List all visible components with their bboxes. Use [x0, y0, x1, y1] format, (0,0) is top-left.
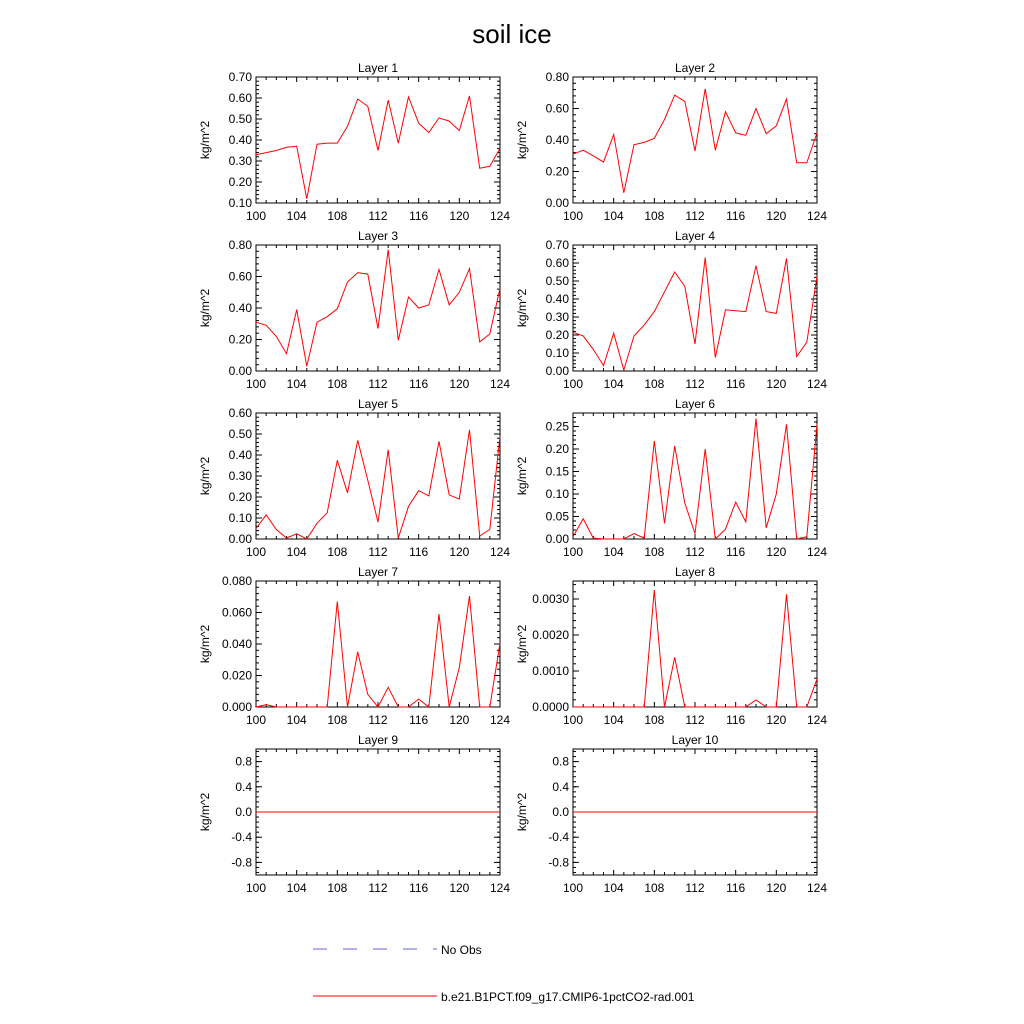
y-tick-label: 0.50 — [228, 112, 252, 126]
panel-title: Layer 7 — [357, 565, 399, 579]
panel-title: Layer 9 — [357, 733, 399, 747]
x-tick-label: 116 — [409, 881, 429, 895]
plot-frame — [573, 581, 817, 707]
panel-layer-5 — [198, 397, 510, 559]
y-tick-label: 0.000 — [221, 700, 252, 714]
y-tick-label: 0.30 — [228, 469, 252, 483]
plot-frame — [573, 77, 817, 203]
series-line — [256, 250, 500, 367]
x-tick-label: 100 — [245, 713, 267, 727]
x-tick-label: 124 — [806, 377, 828, 391]
y-tick-label: 0.15 — [545, 464, 569, 479]
y-tick-label: 0.30 — [545, 310, 569, 324]
x-tick-label: 112 — [685, 377, 705, 391]
x-tick-label: 124 — [806, 881, 828, 895]
y-axis-label: kg/m^2 — [515, 120, 529, 160]
x-tick-label: 116 — [409, 713, 429, 727]
y-tick-label: 0.00 — [545, 532, 569, 546]
x-tick-label: 120 — [449, 713, 470, 727]
x-tick-label: 104 — [603, 377, 624, 391]
panel-grid — [198, 61, 827, 895]
y-tick-label: 0.20 — [545, 442, 569, 456]
y-tick-label: 0.20 — [228, 490, 252, 504]
x-tick-label: 108 — [327, 377, 348, 391]
panel-title: Layer 4 — [674, 229, 716, 243]
panel-layer-4 — [515, 229, 827, 391]
y-tick-label: 0.20 — [545, 164, 569, 179]
x-tick-label: 104 — [603, 881, 624, 895]
y-tick-label: 0.60 — [228, 91, 252, 105]
panel-title: Layer 10 — [671, 733, 719, 747]
panel-title: Layer 8 — [674, 565, 716, 579]
plot-frame — [256, 245, 500, 371]
y-axis-label: kg/m^2 — [515, 456, 529, 496]
x-tick-label: 124 — [806, 545, 828, 559]
x-tick-label: 120 — [449, 209, 470, 223]
x-tick-label: 108 — [327, 209, 348, 223]
x-tick-label: 100 — [245, 881, 267, 895]
x-tick-label: 104 — [286, 377, 307, 391]
x-tick-label: 116 — [726, 377, 746, 391]
y-tick-label: 0.80 — [228, 238, 252, 252]
legend-model-label: b.e21.B1PCT.f09_g17.CMIP6-1pctCO2-rad.001 — [441, 990, 695, 1004]
legend-obs-label: No Obs — [441, 943, 482, 957]
y-tick-label: -0.8 — [548, 855, 569, 870]
y-tick-label: 0.0030 — [532, 592, 569, 606]
x-tick-label: 108 — [644, 209, 665, 223]
y-axis-label: kg/m^2 — [198, 456, 212, 496]
y-tick-label: 0.20 — [228, 332, 252, 347]
y-tick-label: 0.4 — [552, 779, 569, 794]
x-tick-label: 112 — [368, 713, 388, 727]
panel-layer-1 — [198, 61, 510, 223]
x-tick-label: 104 — [286, 209, 307, 223]
x-tick-label: 120 — [449, 545, 470, 559]
x-tick-label: 124 — [489, 209, 511, 223]
x-tick-label: 124 — [489, 545, 511, 559]
x-tick-label: 112 — [368, 377, 388, 391]
x-tick-label: 108 — [327, 545, 348, 559]
figure-title: soil ice — [472, 19, 552, 49]
series-line — [573, 418, 817, 539]
legend — [313, 943, 695, 1004]
x-tick-label: 120 — [766, 545, 787, 559]
y-tick-label: 0.020 — [221, 668, 252, 683]
x-tick-label: 108 — [327, 713, 348, 727]
plot-frame — [256, 77, 500, 203]
x-tick-label: 120 — [766, 209, 787, 223]
x-tick-label: 120 — [766, 881, 787, 895]
x-tick-label: 112 — [368, 881, 388, 895]
x-tick-label: 104 — [286, 881, 307, 895]
x-tick-label: 112 — [368, 209, 388, 223]
x-tick-label: 100 — [245, 545, 267, 559]
x-tick-label: 112 — [685, 881, 705, 895]
y-tick-label: 0.50 — [228, 427, 252, 441]
y-tick-label: 0.0020 — [532, 628, 569, 642]
y-tick-label: 0.00 — [545, 196, 569, 210]
panel-layer-6 — [515, 397, 827, 559]
x-tick-label: 100 — [245, 209, 267, 223]
x-tick-label: 100 — [562, 545, 584, 559]
y-tick-label: 0.25 — [545, 419, 569, 434]
y-tick-label: -0.8 — [231, 855, 252, 870]
x-tick-label: 108 — [644, 377, 665, 391]
panel-title: Layer 5 — [357, 397, 399, 411]
x-tick-label: 124 — [489, 881, 511, 895]
series-line — [573, 89, 817, 193]
x-tick-label: 120 — [449, 377, 470, 391]
y-tick-label: 0.20 — [228, 175, 252, 189]
y-tick-label: 0.00 — [228, 532, 252, 546]
y-tick-label: 0.0010 — [532, 664, 569, 678]
y-tick-label: 0.4 — [235, 779, 252, 794]
x-tick-label: 104 — [603, 209, 624, 223]
plot-frame — [573, 245, 817, 371]
y-tick-label: 0.20 — [545, 328, 569, 342]
y-axis-label: kg/m^2 — [198, 120, 212, 160]
y-tick-label: 0.10 — [228, 511, 252, 525]
y-tick-label: 0.60 — [228, 269, 252, 284]
x-tick-label: 124 — [806, 713, 828, 727]
y-tick-label: 0.60 — [545, 256, 569, 270]
x-tick-label: 104 — [286, 713, 307, 727]
y-tick-label: -0.4 — [548, 830, 569, 845]
x-tick-label: 104 — [286, 545, 307, 559]
panel-layer-7 — [198, 565, 510, 727]
x-tick-label: 116 — [726, 713, 746, 727]
y-axis-label: kg/m^2 — [198, 792, 212, 832]
series-line — [256, 430, 500, 539]
y-tick-label: 0.0 — [552, 805, 569, 819]
panel-layer-10 — [515, 733, 827, 895]
y-tick-label: 0.8 — [552, 754, 569, 769]
x-tick-label: 100 — [562, 377, 584, 391]
panel-layer-9 — [198, 733, 510, 895]
x-tick-label: 112 — [685, 209, 705, 223]
x-tick-label: 120 — [766, 713, 787, 727]
series-line — [573, 590, 817, 707]
panel-layer-8 — [515, 565, 827, 727]
x-tick-label: 104 — [603, 713, 624, 727]
x-tick-label: 112 — [368, 545, 388, 559]
x-tick-label: 116 — [409, 545, 429, 559]
y-tick-label: 0.80 — [545, 70, 569, 84]
panel-title: Layer 2 — [674, 61, 716, 75]
series-line — [256, 596, 500, 707]
y-tick-label: 0.00 — [228, 364, 252, 378]
panel-layer-3 — [198, 229, 510, 391]
x-tick-label: 124 — [806, 209, 828, 223]
x-tick-label: 116 — [409, 377, 429, 391]
y-tick-label: 0.40 — [228, 301, 252, 315]
y-axis-label: kg/m^2 — [198, 288, 212, 328]
y-tick-label: 0.40 — [545, 292, 569, 306]
y-tick-label: 0.10 — [545, 346, 569, 360]
y-tick-label: 0.00 — [545, 364, 569, 378]
x-tick-label: 124 — [489, 377, 511, 391]
plot-frame — [256, 581, 500, 707]
series-line — [573, 258, 817, 371]
y-tick-label: 0.40 — [228, 448, 252, 462]
y-tick-label: 0.70 — [228, 70, 252, 84]
x-tick-label: 100 — [562, 209, 584, 223]
y-tick-label: 0.30 — [228, 154, 252, 168]
y-tick-label: 0.0000 — [532, 700, 569, 714]
plot-frame — [573, 413, 817, 539]
x-tick-label: 108 — [644, 881, 665, 895]
x-tick-label: 100 — [245, 377, 267, 391]
y-tick-label: 0.8 — [235, 754, 252, 769]
y-tick-label: 0.10 — [545, 487, 569, 501]
series-line — [256, 96, 500, 199]
panel-title: Layer 3 — [357, 229, 399, 243]
x-tick-label: 100 — [562, 713, 584, 727]
x-tick-label: 124 — [489, 713, 511, 727]
x-tick-label: 116 — [726, 545, 746, 559]
x-tick-label: 104 — [603, 545, 624, 559]
y-tick-label: 0.0 — [235, 805, 252, 819]
x-tick-label: 116 — [726, 209, 746, 223]
panel-title: Layer 1 — [357, 61, 399, 75]
x-tick-label: 112 — [685, 713, 705, 727]
y-tick-label: 0.040 — [221, 637, 252, 651]
y-tick-label: 0.060 — [221, 605, 252, 620]
y-tick-label: 0.10 — [228, 196, 252, 210]
x-tick-label: 100 — [562, 881, 584, 895]
x-tick-label: 112 — [685, 545, 705, 559]
x-tick-label: 108 — [644, 713, 665, 727]
y-axis-label: kg/m^2 — [515, 624, 529, 664]
x-tick-label: 108 — [327, 881, 348, 895]
panel-title: Layer 6 — [674, 397, 716, 411]
y-axis-label: kg/m^2 — [515, 288, 529, 328]
y-axis-label: kg/m^2 — [515, 792, 529, 832]
panel-layer-2 — [515, 61, 827, 223]
y-tick-label: 0.70 — [545, 238, 569, 252]
x-tick-label: 108 — [644, 545, 665, 559]
x-tick-label: 116 — [726, 881, 746, 895]
x-tick-label: 120 — [766, 377, 787, 391]
y-tick-label: 0.60 — [228, 406, 252, 420]
y-tick-label: 0.080 — [221, 574, 252, 588]
x-tick-label: 116 — [409, 209, 429, 223]
y-tick-label: 0.60 — [545, 101, 569, 116]
y-tick-label: 0.40 — [228, 133, 252, 147]
y-tick-label: 0.50 — [545, 274, 569, 288]
y-tick-label: -0.4 — [231, 830, 252, 845]
x-tick-label: 120 — [449, 881, 470, 895]
y-tick-label: 0.40 — [545, 133, 569, 147]
y-axis-label: kg/m^2 — [198, 624, 212, 664]
y-tick-label: 0.05 — [545, 509, 569, 524]
